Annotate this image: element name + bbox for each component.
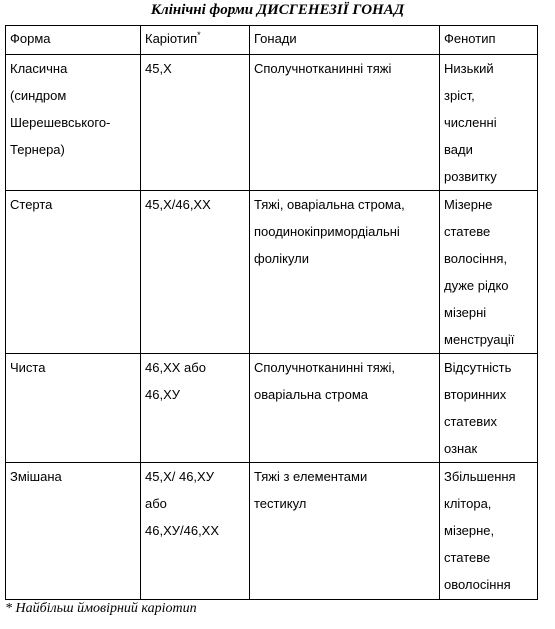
cell-text-line: численні xyxy=(444,115,497,130)
cell-text-line: Сполучнотканинні тяжі, xyxy=(254,360,396,375)
header-phenotype: Фенотип xyxy=(440,26,538,55)
cell-text-line: клітора, xyxy=(444,496,492,511)
table-header-row xyxy=(6,26,538,55)
cell-text-line: 45,Х/ 46,ХУ xyxy=(145,469,214,484)
cell-karyotype xyxy=(141,463,250,600)
cell-text-line: Шерешевського- xyxy=(10,115,111,130)
cell-text-line: зріст, xyxy=(444,88,475,103)
cell-text-line: дуже рідко xyxy=(444,278,509,293)
cell-text-line: Збільшення xyxy=(444,469,516,484)
cell-text-line: 46,ХУ/46,ХХ xyxy=(145,523,220,538)
cell-text-line: ознак xyxy=(444,441,478,456)
table-row xyxy=(6,354,538,463)
cell-form xyxy=(6,463,141,600)
cell-text-line: фолікули xyxy=(254,251,310,266)
cell-text-line: статеве xyxy=(444,224,491,239)
cell-text-line: вади xyxy=(444,142,473,157)
cell-form xyxy=(6,191,141,354)
cell-karyotype xyxy=(141,55,250,191)
cell-text-line: розвитку xyxy=(444,169,497,184)
cell-text-line: (синдром xyxy=(10,88,67,103)
header-gonads: Гонади xyxy=(250,26,440,55)
cell-text-line: Чиста xyxy=(10,360,46,375)
cell-text-line: оволосіння xyxy=(444,577,511,592)
page-title: Клінічні форми ДИСГЕНЕЗІЇ ГОНАД xyxy=(150,2,405,18)
header-karyotype: Каріотип* xyxy=(141,26,250,55)
cell-gonads xyxy=(250,191,440,354)
cell-gonads xyxy=(250,55,440,191)
cell-text-line: Сполучнотканинні тяжі xyxy=(254,61,392,76)
cell-text-line: мізерне, xyxy=(444,523,495,538)
cell-text-line: 45,Х/46,ХХ xyxy=(145,197,211,212)
cell-gonads xyxy=(250,463,440,600)
cell-text-line: Стерта xyxy=(10,197,53,212)
table-row xyxy=(6,191,538,354)
cell-phenotype xyxy=(440,354,538,463)
cell-karyotype xyxy=(141,191,250,354)
cell-text-line: Змішана xyxy=(10,469,62,484)
cell-text-line: 46,ХХ або xyxy=(145,360,206,375)
cell-gonads xyxy=(250,354,440,463)
header-form: Форма xyxy=(6,26,141,55)
cell-text-line: Мізерне xyxy=(444,197,493,212)
cell-text-line: волосіння, xyxy=(444,251,508,266)
cell-form xyxy=(6,55,141,191)
cell-text-line: Відсутність xyxy=(444,360,512,375)
table-row xyxy=(6,55,538,191)
cell-text-line: або xyxy=(145,496,167,511)
cell-text-line: статевих xyxy=(444,414,497,429)
cell-karyotype xyxy=(141,354,250,463)
cell-text-line: менструації xyxy=(444,332,515,347)
gonadal-dysgenesis-table xyxy=(5,25,538,600)
cell-text-line: статеве xyxy=(444,550,491,565)
cell-text-line: Тяжі з елементами xyxy=(254,469,368,484)
cell-text-line: Низький xyxy=(444,61,494,76)
cell-text-line: вторинних xyxy=(444,387,507,402)
table-row xyxy=(6,463,538,600)
cell-phenotype xyxy=(440,191,538,354)
cell-form xyxy=(6,354,141,463)
cell-text-line: Тяжі, оваріальна строма, xyxy=(254,197,405,212)
cell-phenotype xyxy=(440,463,538,600)
cell-text-line: поодинокіпримордіальні xyxy=(254,224,400,239)
cell-phenotype xyxy=(440,55,538,191)
cell-text-line: тестикул xyxy=(254,496,307,511)
cell-text-line: Класична xyxy=(10,61,68,76)
cell-text-line: мізерні xyxy=(444,305,487,320)
footnote: * Найбільш ймовірний каріотип xyxy=(5,601,197,616)
cell-text-line: 45,Х xyxy=(145,61,172,76)
cell-text-line: оваріальна строма xyxy=(254,387,369,402)
footnote-mark: * xyxy=(197,30,201,40)
cell-text-line: 46,ХУ xyxy=(145,387,181,402)
cell-text-line: Тернера) xyxy=(10,142,65,157)
